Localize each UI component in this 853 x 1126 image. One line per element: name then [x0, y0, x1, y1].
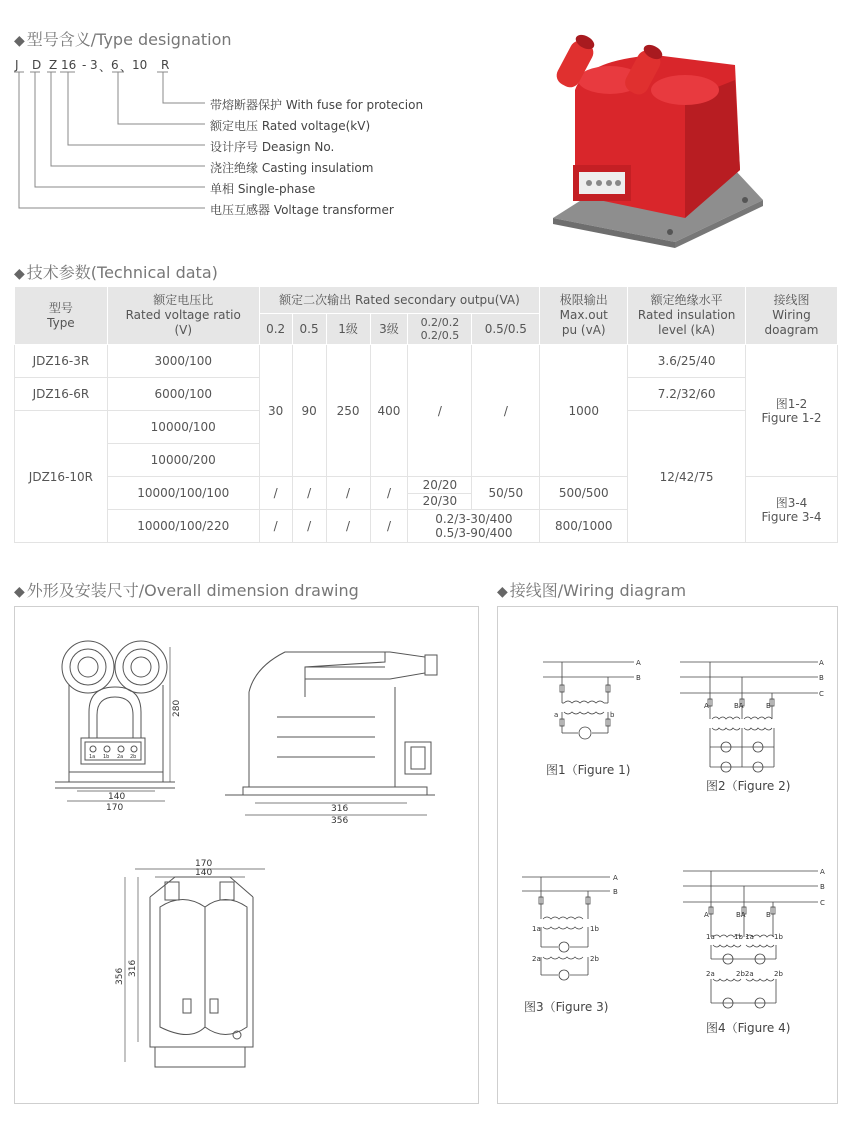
- code-letter: D: [32, 58, 42, 72]
- product-photo: [545, 20, 770, 250]
- subheader-cell: 0.5/0.5: [472, 314, 540, 345]
- dim-side-width-316: 316: [331, 804, 349, 814]
- table-cell: 1000: [540, 345, 628, 477]
- terminal-label: BA: [736, 911, 746, 919]
- terminal-label: 2a: [532, 955, 541, 963]
- table-cell: 3.6/25/40: [628, 345, 746, 378]
- terminal-label: 1a: [89, 754, 96, 760]
- code-letter: -: [82, 58, 87, 72]
- table-cell: 3000/100: [107, 345, 259, 378]
- table-cell: 0.2/3-30/400 0.5/3-90/400: [408, 510, 540, 543]
- phase-label-a: A: [613, 874, 618, 882]
- table-cell: 10000/100: [107, 411, 259, 444]
- table-cell: 500/500: [540, 477, 628, 510]
- terminal-label: 2a: [706, 970, 715, 978]
- table-cell: 10000/100/220: [107, 510, 259, 543]
- figure-2-caption: 图2（Figure 2): [706, 779, 791, 793]
- table-cell: 30: [259, 345, 292, 477]
- terminal-label: B: [766, 702, 771, 710]
- terminal-label: 2b: [590, 955, 599, 963]
- diamond-bullet-icon: ◆: [14, 33, 25, 49]
- table-cell: 7.2/32/60: [628, 378, 746, 411]
- terminal-label: 2a: [117, 754, 124, 760]
- figure-1-caption: 图1（Figure 1): [546, 763, 631, 777]
- section-title-technical-data: ◆ 技术参数(Technical data): [14, 263, 218, 282]
- table-cell: /: [326, 477, 370, 510]
- table-cell: 图3-4 Figure 3-4: [746, 477, 838, 543]
- phase-label-a: A: [820, 868, 825, 876]
- figure-3-caption: 图3（Figure 3): [524, 1000, 609, 1014]
- phase-label-a: A: [819, 659, 824, 667]
- code-letter: R: [161, 58, 170, 72]
- terminal-label: 2b: [774, 970, 783, 978]
- code-letter: 3: [90, 58, 98, 72]
- table-cell: 6000/100: [107, 378, 259, 411]
- table-cell: /: [408, 345, 472, 477]
- dim-front-height: 280: [172, 699, 182, 717]
- terminal-label: B: [766, 911, 771, 919]
- dim-front-width-140: 140: [108, 792, 126, 802]
- designation-label-design-no: 设计序号 Deasign No.: [210, 140, 335, 154]
- dim-top-height-316: 316: [128, 959, 138, 977]
- table-cell: JDZ16-6R: [15, 378, 108, 411]
- terminal-label: 1b: [590, 925, 599, 933]
- table-cell: /: [370, 477, 408, 510]
- code-letter: 、: [120, 60, 133, 74]
- header-type: 型号 Type: [15, 287, 108, 345]
- section-title-wiring-diagram: ◆ 接线图/Wiring diagram: [497, 581, 687, 600]
- table-cell: /: [370, 510, 408, 543]
- terminal-label: A: [704, 911, 709, 919]
- dim-front-width-170: 170: [106, 803, 124, 813]
- table-cell: 800/1000: [540, 510, 628, 543]
- terminal-label: 1a: [706, 933, 715, 941]
- table-cell: 12/42/75: [628, 411, 746, 543]
- terminal-label: b: [610, 711, 615, 719]
- terminal-label: 2b2a: [736, 970, 754, 978]
- table-cell: /: [259, 477, 292, 510]
- phase-label-b: B: [613, 888, 618, 896]
- code-letter: Z: [49, 58, 58, 72]
- table-cell: 20/20 20/30: [408, 477, 472, 510]
- subheader-cell: 3级: [370, 314, 408, 345]
- diamond-bullet-icon: ◆: [14, 266, 25, 282]
- designation-label-casting: 浇注绝缘 Casting insulatiom: [210, 161, 374, 175]
- code-letter: 16: [61, 58, 77, 72]
- table-cell: 50/50: [472, 477, 540, 510]
- table-cell: 250: [326, 345, 370, 477]
- table-cell: 图1-2 Figure 1-2: [746, 345, 838, 477]
- dim-top-height-356: 356: [115, 967, 125, 985]
- header-ratio: 额定电压比 Rated voltage ratio (V): [107, 287, 259, 345]
- dim-side-width-356: 356: [331, 816, 349, 826]
- section-title-type-designation: ◆ 型号含义/Type designation: [14, 30, 232, 49]
- dim-top-width-170: 170: [195, 859, 213, 869]
- terminal-label: 1b: [774, 933, 783, 941]
- table-row: [15, 345, 838, 378]
- header-secondary: 额定二次输出 Rated secondary outpu(VA): [259, 287, 540, 314]
- phase-label-b: B: [819, 674, 824, 682]
- phase-label-c: C: [819, 690, 824, 698]
- subheader-cell: 1级: [326, 314, 370, 345]
- terminal-label: A: [704, 702, 709, 710]
- dimension-drawing-panel: [14, 606, 479, 1104]
- terminal-label: 1b: [103, 754, 110, 760]
- table-cell: 400: [370, 345, 408, 477]
- table-cell: /: [292, 510, 326, 543]
- table-cell: 10000/200: [107, 444, 259, 477]
- phase-label-c: C: [820, 899, 825, 907]
- table-cell: 10000/100/100: [107, 477, 259, 510]
- terminal-label: a: [554, 711, 559, 719]
- section-title-overall-dimension: ◆ 外形及安装尺寸/Overall dimension drawing: [14, 581, 359, 600]
- table-header-row: [15, 287, 838, 314]
- subheader-cell: 0.2/0.2 0.2/0.5: [408, 314, 472, 345]
- table-cell: /: [259, 510, 292, 543]
- table-cell: JDZ16-10R: [15, 411, 108, 543]
- technical-data-table: [14, 286, 838, 543]
- terminal-label: 1b 1a: [734, 933, 754, 941]
- code-letter: J: [15, 58, 19, 72]
- subheader-cell: 0.2: [259, 314, 292, 345]
- code-letter: 6: [111, 58, 119, 72]
- subheader-cell: 0.5: [292, 314, 326, 345]
- table-cell: /: [326, 510, 370, 543]
- table-cell: /: [472, 345, 540, 477]
- table-cell: JDZ16-3R: [15, 345, 108, 378]
- dimension-drawing: [15, 607, 478, 1103]
- diamond-bullet-icon: ◆: [14, 584, 25, 600]
- designation-label-voltage: 额定电压 Rated voltage(kV): [210, 119, 371, 133]
- header-wiring: 接线图 Wiring doagram: [746, 287, 838, 345]
- code-letter: 、: [99, 60, 112, 74]
- figure-4-caption: 图4（Figure 4): [706, 1021, 791, 1035]
- table-cell: 90: [292, 345, 326, 477]
- wiring-diagram-panel: [497, 606, 838, 1104]
- terminal-label: BA: [734, 702, 744, 710]
- phase-label-a: A: [636, 659, 641, 667]
- table-cell: /: [292, 477, 326, 510]
- header-max-output: 极限输出 Max.out pu (vA): [540, 287, 628, 345]
- diamond-bullet-icon: ◆: [497, 584, 508, 600]
- phase-label-b: B: [820, 883, 825, 891]
- designation-label-single-phase: 单相 Single-phase: [210, 182, 316, 196]
- code-letter: 10: [132, 58, 148, 72]
- header-insulation: 额定绝缘水平 Rated insulation level (kA): [628, 287, 746, 345]
- designation-label-fuse: 带熔断器保护 With fuse for protecion: [210, 98, 424, 112]
- phase-label-b: B: [636, 674, 641, 682]
- designation-label-voltage-transformer: 电压互感器 Voltage transformer: [210, 203, 394, 217]
- terminal-label: 2b: [130, 754, 137, 760]
- dim-top-width-140: 140: [195, 868, 213, 878]
- terminal-label: 1a: [532, 925, 541, 933]
